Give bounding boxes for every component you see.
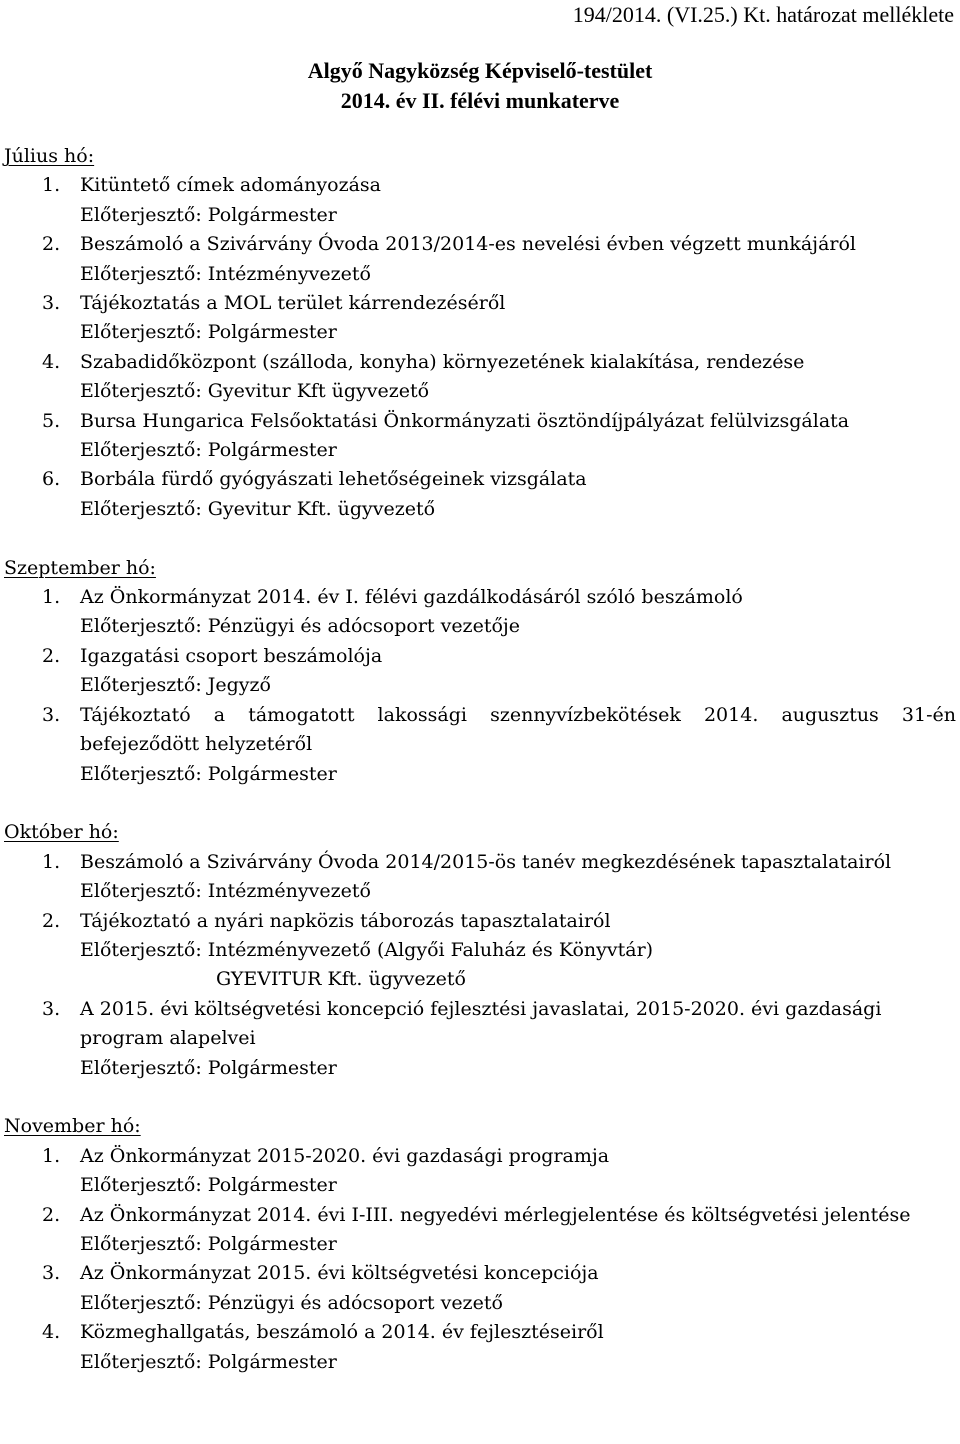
agenda-item-body [80,171,956,230]
agenda-item-presenter: Előterjesztő: Gyevitur Kft ügyvezető [80,380,430,403]
agenda-item-number: 3. [42,997,61,1020]
resolution-reference: 194/2014. (VI.25.) Kt. határozat melléklete [572,2,954,27]
agenda-item [0,1201,956,1260]
agenda-item-number: 3. [42,1262,61,1285]
agenda-item-number: 3. [42,292,61,315]
agenda-item-number: 1. [42,174,61,197]
document-title: Algyő Nagyközség Képviselő-testület [307,58,653,83]
agenda-item [0,230,956,289]
agenda-item-number: 1. [42,1144,61,1167]
agenda-item [0,289,956,348]
agenda-item-title: Közmeghallgatás, beszámoló a 2014. év fejlesztéseiről [80,1321,604,1344]
agenda-item-body [80,348,956,407]
agenda-item [0,642,956,701]
agenda-item-number: 2. [42,1203,61,1226]
month-section [0,818,956,1083]
agenda-item-presenter: Előterjesztő: Intézményvezető [80,880,371,903]
agenda-item-presenter: Előterjesztő: Polgármester [80,762,337,785]
agenda-item-presenter: Előterjesztő: Pénzügyi és adócsoport vezető [80,1291,503,1314]
agenda-item-title: Az Önkormányzat 2014. évi I-III. negyedévi mérlegjelentése és költségvetési jelentése [80,1203,911,1226]
agenda-item [0,1259,956,1318]
month-heading: Szeptember hó: [4,556,156,579]
agenda-item-number: 2. [42,233,61,256]
agenda-item-number: 4. [42,1321,61,1344]
agenda-item-title: Borbála fürdő gyógyászati lehetőségeinek vizsgálata [80,468,587,491]
agenda-item-body [80,1201,956,1260]
agenda-item-body [80,701,956,789]
agenda-item-body [80,1318,956,1377]
agenda-item-title: Bursa Hungarica Felsőoktatási Önkormányzati ösztöndíjpályázat felülvizsgálata [80,409,850,432]
agenda-item-presenter: Előterjesztő: Polgármester [80,203,337,226]
agenda-item-presenter: Előterjesztő: Jegyző [80,674,271,697]
agenda-item-presenter: Előterjesztő: Intézményvezető [80,262,371,285]
agenda-item [0,1142,956,1201]
document-subtitle: 2014. év II. félévi munkaterve [340,88,620,113]
agenda-item-number: 3. [42,703,61,726]
month-section [0,142,956,524]
agenda-item-number: 2. [42,909,61,932]
month-heading: Július hó: [4,145,95,167]
agenda-item-body [80,583,956,642]
agenda-item-presenter: Előterjesztő: Gyevitur Kft. ügyvezető [80,497,436,520]
agenda-item [0,848,956,907]
agenda-item-number: 4. [42,350,61,373]
agenda-item-body [80,465,956,524]
agenda-item-title: Tájékoztatás a MOL terület kárrendezéséről [80,292,506,315]
month-section [0,1112,956,1377]
agenda-item [0,407,956,466]
agenda-item [0,171,956,230]
agenda-item-title: Az Önkormányzat 2015-2020. évi gazdasági programja [80,1144,610,1167]
agenda-item-presenter: Előterjesztő: Polgármester [80,1350,337,1373]
agenda-item-presenter-extra: GYEVITUR Kft. ügyvezető [216,968,466,991]
agenda-item-presenter: Előterjesztő: Polgármester [80,1174,337,1197]
month-section [0,554,956,789]
agenda-item-number: 5. [42,409,61,432]
agenda-item-body [80,995,956,1083]
agenda-item [0,1318,956,1377]
agenda-item-title: Beszámoló a Szivárvány Óvoda 2013/2014-es nevelési évben végzett munkájáról [80,233,856,256]
agenda-item-body [80,907,956,995]
agenda-item-body [80,848,956,907]
agenda-item-number: 2. [42,644,61,667]
agenda-item-title: Tájékoztató a támogatott lakossági szennyvízbekötések 2014. augusztus 31-én befejeződött helyzetéről [80,703,956,756]
agenda-item-title: Beszámoló a Szivárvány Óvoda 2014/2015-ös tanév megkezdésének tapasztalatairól [80,850,892,873]
agenda [0,142,956,1377]
agenda-item-body [80,1259,956,1318]
agenda-item-number: 6. [42,468,61,491]
agenda-item [0,583,956,642]
agenda-item-body [80,1142,956,1201]
month-heading: Október hó: [4,821,119,844]
agenda-item-presenter: Előterjesztő: Polgármester [80,1232,337,1255]
agenda-item-presenter: Előterjesztő: Intézményvezető (Algyői Faluház és Könyvtár) [80,938,654,961]
agenda-item-presenter: Előterjesztő: Polgármester [80,1056,337,1079]
agenda-item-presenter: Előterjesztő: Pénzügyi és adócsoport vezetője [80,615,521,638]
agenda-item-title: Az Önkormányzat 2014. év I. félévi gazdálkodásáról szóló beszámoló [80,586,743,609]
agenda-item-title: A 2015. évi költségvetési koncepció fejlesztési javaslatai, 2015-2020. évi gazdasági program alapelvei [80,997,882,1050]
agenda-item-number: 1. [42,850,61,873]
agenda-item-number: 1. [42,586,61,609]
agenda-item-body [80,289,956,348]
agenda-item [0,348,956,407]
agenda-item-body [80,230,956,289]
agenda-item-title: Kitüntető címek adományozása [80,174,382,197]
agenda-item-body [80,642,956,701]
agenda-item-title: Az Önkormányzat 2015. évi költségvetési koncepciója [80,1262,599,1285]
agenda-item [0,907,956,995]
agenda-item-body [80,407,956,466]
agenda-item-title: Tájékoztató a nyári napközis táborozás tapasztalatairól [80,909,611,932]
month-heading: November hó: [4,1115,141,1138]
agenda-item-presenter: Előterjesztő: Polgármester [80,321,337,344]
agenda-item [0,465,956,524]
agenda-item [0,701,956,789]
agenda-item-title: Szabadidőközpont (szálloda, konyha) környezetének kialakítása, rendezése [80,350,805,373]
agenda-item-title: Igazgatási csoport beszámolója [80,644,383,667]
agenda-item [0,995,956,1083]
agenda-item-presenter: Előterjesztő: Polgármester [80,439,337,462]
